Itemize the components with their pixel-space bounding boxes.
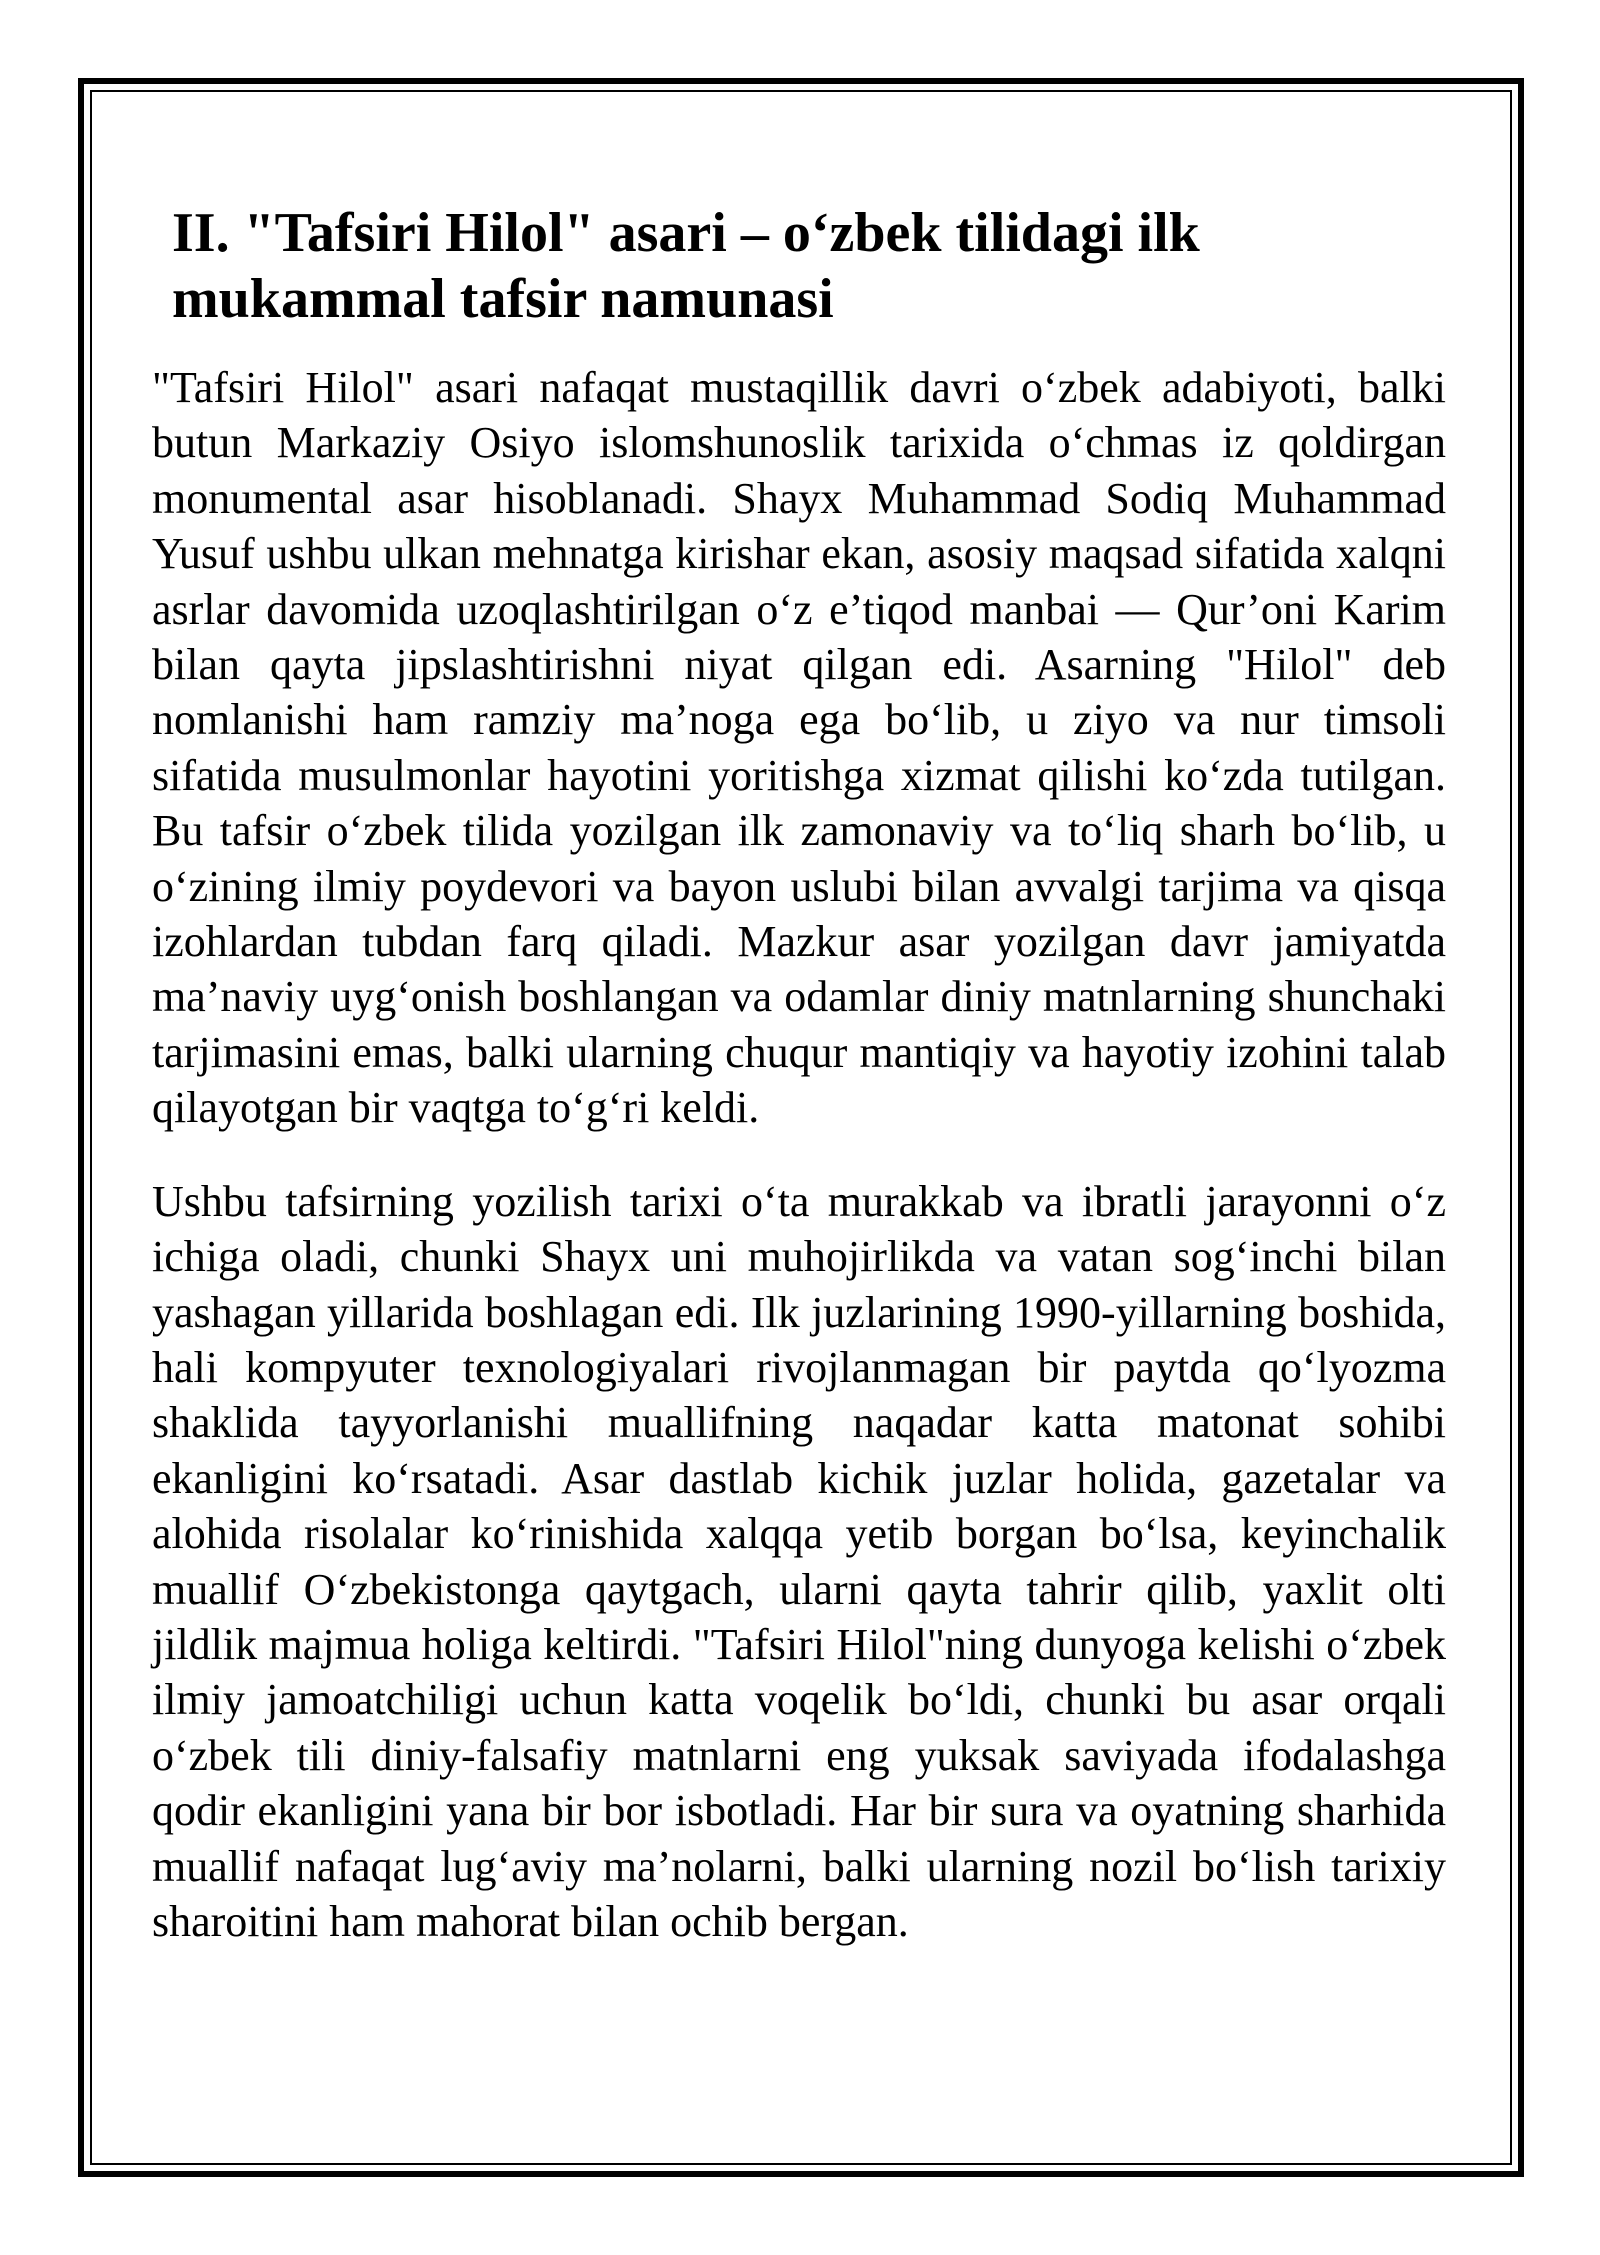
document-body bbox=[152, 200, 1446, 1987]
paragraph-1: "Tafsiri Hilol" asari nafaqat mustaqillik davri o‘zbek adabiyoti, balki butun Markaziy Osiyo islomshunoslik tarixida o‘chmas iz qoldirgan monumental asar hisoblanadi. Shayx Muhammad Sodiq Muhammad Yusuf ushbu ulkan mehnatga kirishar ekan, asosiy maqsad sifatida xalqni asrlar davomida uzoqlashtirilgan o‘z e’tiqod manbai — Qur’oni Karim bilan qayta jipslashtirishni niyat qilgan edi. Asarning "Hilol" deb nomlanishi ham ramziy ma’noga ega bo‘lib, u ziyo va nur timsoli sifatida musulmonlar hayotini yoritishga xizmat qilishi ko‘zda tutilgan. Bu tafsir o‘zbek tilida yozilgan ilk zamonaviy va to‘liq sharh bo‘lib, u o‘zining ilmiy poydevori va bayon uslubi bilan avvalgi tarjima va qisqa izohlardan tubdan farq qiladi. Mazkur asar yozilgan davr jamiyatda ma’naviy uyg‘onish boshlangan va odamlar diniy matnlarning shunchaki tarjimasini emas, balki ularning chuqur mantiqiy va hayotiy izohini talab qilayotgan bir vaqtga to‘g‘ri keldi. bbox=[152, 363, 1446, 1133]
section-heading: II. "Tafsiri Hilol" asari – o‘zbek tilidagi ilk mukammal tafsir namunasi bbox=[172, 202, 1200, 330]
paragraph-2: Ushbu tafsirning yozilish tarixi o‘ta murakkab va ibratli jarayonni o‘z ichiga oladi, chunki Shayx uni muhojirlikda va vatan sog‘inchi bilan yashagan yillarida boshlagan edi. Ilk juzlarining 1990-yillarning boshida, hali kompyuter texnologiyalari rivojlanmagan bir paytda qo‘lyozma shaklida tayyorlanishi muallifning naqadar katta matonat sohibi ekanligini ko‘rsatadi. Asar dastlab kichik juzlar holida, gazetalar va alohida risolalar ko‘rinishida xalqqa yetib borgan bo‘lsa, keyinchalik muallif O‘zbekistonga qaytgach, ularni qayta tahrir qilib, yaxlit olti jildlik majmua holiga keltirdi. "Tafsiri Hilol"ning dunyoga kelishi o‘zbek ilmiy jamoatchiligi uchun katta voqelik bo‘ldi, chunki bu asar orqali o‘zbek tili diniy-falsafiy matnlarni eng yuksak saviyada ifodalashga qodir ekanligini yana bir bor isbotladi. Har bir sura va oyatning sharhida muallif nafaqat lug‘aviy ma’nolarni, balki ularning nozil bo‘lish tarixiy sharoitini ham mahorat bilan ochib bergan. bbox=[152, 1176, 1446, 1946]
